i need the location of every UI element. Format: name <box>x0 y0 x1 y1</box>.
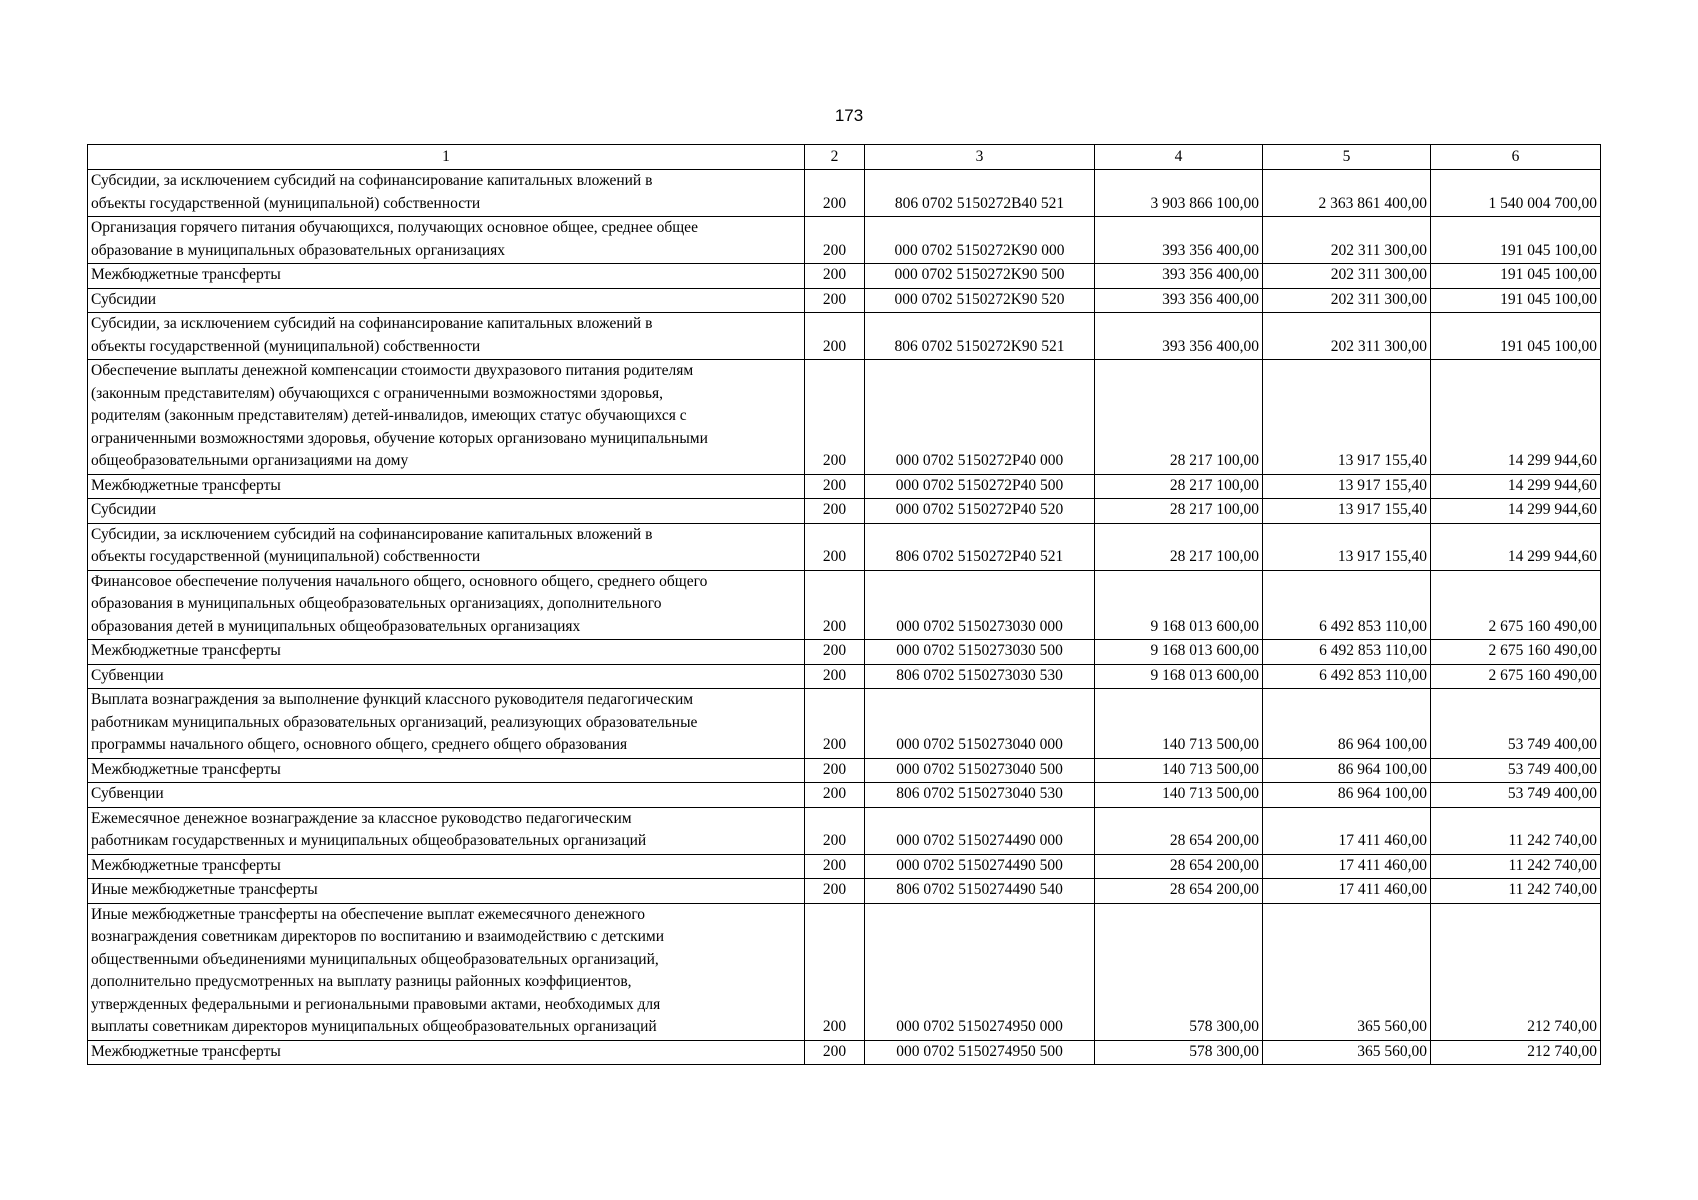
row-amount-col6: 53 749 400,00 <box>1431 689 1601 759</box>
row-sub-code: 200 <box>805 570 865 640</box>
row-amount-col5: 202 311 300,00 <box>1263 313 1431 360</box>
row-amount-col4: 578 300,00 <box>1095 1040 1263 1065</box>
row-amount-col5: 2 363 861 400,00 <box>1263 170 1431 217</box>
row-name: Субвенции <box>88 664 805 689</box>
table-row <box>88 499 1601 524</box>
row-classification-code: 000 0702 5150272K90 500 <box>865 264 1095 289</box>
row-classification-code: 806 0702 5150273030 530 <box>865 664 1095 689</box>
row-name: Субсидии <box>88 499 805 524</box>
row-sub-code: 200 <box>805 313 865 360</box>
header-cell: 3 <box>865 145 1095 170</box>
row-classification-code: 000 0702 5150274490 000 <box>865 807 1095 854</box>
row-amount-col5: 202 311 300,00 <box>1263 217 1431 264</box>
row-amount-col6: 14 299 944,60 <box>1431 499 1601 524</box>
row-amount-col4: 28 217 100,00 <box>1095 360 1263 475</box>
row-name: Субсидии <box>88 288 805 313</box>
table-row <box>88 360 1601 475</box>
row-amount-col4: 140 713 500,00 <box>1095 758 1263 783</box>
row-amount-col6: 212 740,00 <box>1431 903 1601 1040</box>
row-amount-col6: 191 045 100,00 <box>1431 217 1601 264</box>
row-amount-col5: 17 411 460,00 <box>1263 854 1431 879</box>
row-amount-col6: 2 675 160 490,00 <box>1431 664 1601 689</box>
row-sub-code: 200 <box>805 288 865 313</box>
header-row <box>88 145 1601 170</box>
row-sub-code: 200 <box>805 783 865 808</box>
row-amount-col4: 140 713 500,00 <box>1095 689 1263 759</box>
budget-table <box>87 144 1601 1065</box>
row-classification-code: 000 0702 5150273030 500 <box>865 640 1095 665</box>
table-row <box>88 264 1601 289</box>
row-classification-code: 000 0702 5150273030 000 <box>865 570 1095 640</box>
row-amount-col6: 11 242 740,00 <box>1431 854 1601 879</box>
row-amount-col6: 212 740,00 <box>1431 1040 1601 1065</box>
row-sub-code: 200 <box>805 170 865 217</box>
row-classification-code: 000 0702 5150272K90 520 <box>865 288 1095 313</box>
row-classification-code: 806 0702 5150272B40 521 <box>865 170 1095 217</box>
row-amount-col4: 393 356 400,00 <box>1095 313 1263 360</box>
table-row <box>88 640 1601 665</box>
table-row <box>88 664 1601 689</box>
row-sub-code: 200 <box>805 664 865 689</box>
row-amount-col5: 13 917 155,40 <box>1263 474 1431 499</box>
row-sub-code: 200 <box>805 640 865 665</box>
row-sub-code: 200 <box>805 523 865 570</box>
row-sub-code: 200 <box>805 689 865 759</box>
row-amount-col6: 14 299 944,60 <box>1431 523 1601 570</box>
row-classification-code: 000 0702 5150272K90 000 <box>865 217 1095 264</box>
row-amount-col4: 9 168 013 600,00 <box>1095 664 1263 689</box>
table-row <box>88 903 1601 1040</box>
table-row <box>88 474 1601 499</box>
row-amount-col5: 6 492 853 110,00 <box>1263 640 1431 665</box>
row-amount-col5: 86 964 100,00 <box>1263 758 1431 783</box>
row-name: Межбюджетные трансферты <box>88 1040 805 1065</box>
table-row <box>88 783 1601 808</box>
row-amount-col5: 17 411 460,00 <box>1263 879 1431 904</box>
row-sub-code: 200 <box>805 217 865 264</box>
row-amount-col6: 191 045 100,00 <box>1431 313 1601 360</box>
table-row <box>88 313 1601 360</box>
header-cell: 1 <box>88 145 805 170</box>
row-amount-col5: 6 492 853 110,00 <box>1263 570 1431 640</box>
row-amount-col6: 191 045 100,00 <box>1431 264 1601 289</box>
row-sub-code: 200 <box>805 807 865 854</box>
row-amount-col4: 28 217 100,00 <box>1095 499 1263 524</box>
page-number: 173 <box>834 106 864 125</box>
row-classification-code: 000 0702 5150272P40 520 <box>865 499 1095 524</box>
row-amount-col4: 9 168 013 600,00 <box>1095 640 1263 665</box>
row-sub-code: 200 <box>805 499 865 524</box>
row-amount-col4: 9 168 013 600,00 <box>1095 570 1263 640</box>
table-row <box>88 170 1601 217</box>
row-sub-code: 200 <box>805 758 865 783</box>
row-name: Обеспечение выплаты денежной компенсации стоимости двухразового питания родителям (законным представителям) обучающихся с ограниченными возможностями здоровья, родителям (законным представителям) детей-инвалидов, имеющих статус обучающихся с ограниченными возможностями здоровья, обучение которых организовано муниципальными общеобразовательными организациями на дому <box>88 360 805 475</box>
row-name: Организация горячего питания обучающихся, получающих основное общее, среднее общее образование в муниципальных образовательных организациях <box>88 217 805 264</box>
row-classification-code: 000 0702 5150273040 000 <box>865 689 1095 759</box>
row-classification-code: 000 0702 5150273040 500 <box>865 758 1095 783</box>
row-amount-col5: 13 917 155,40 <box>1263 360 1431 475</box>
row-sub-code: 200 <box>805 854 865 879</box>
row-name: Субвенции <box>88 783 805 808</box>
row-name: Межбюджетные трансферты <box>88 474 805 499</box>
row-name: Межбюджетные трансферты <box>88 264 805 289</box>
row-amount-col6: 1 540 004 700,00 <box>1431 170 1601 217</box>
row-amount-col5: 365 560,00 <box>1263 903 1431 1040</box>
row-amount-col4: 3 903 866 100,00 <box>1095 170 1263 217</box>
table-row <box>88 689 1601 759</box>
row-name: Ежемесячное денежное вознаграждение за классное руководство педагогическим работникам государственных и муниципальных общеобразовательных организаций <box>88 807 805 854</box>
row-name: Субсидии, за исключением субсидий на софинансирование капитальных вложений в объекты государственной (муниципальной) собственности <box>88 523 805 570</box>
table-row <box>88 807 1601 854</box>
row-name: Субсидии, за исключением субсидий на софинансирование капитальных вложений в объекты государственной (муниципальной) собственности <box>88 170 805 217</box>
row-amount-col4: 393 356 400,00 <box>1095 288 1263 313</box>
row-amount-col5: 13 917 155,40 <box>1263 499 1431 524</box>
table-header <box>88 145 1601 170</box>
row-sub-code: 200 <box>805 879 865 904</box>
table-row <box>88 288 1601 313</box>
row-amount-col6: 11 242 740,00 <box>1431 807 1601 854</box>
header-cell: 2 <box>805 145 865 170</box>
table-body <box>88 170 1601 1065</box>
header-cell: 6 <box>1431 145 1601 170</box>
row-amount-col6: 11 242 740,00 <box>1431 879 1601 904</box>
row-amount-col6: 191 045 100,00 <box>1431 288 1601 313</box>
row-amount-col5: 17 411 460,00 <box>1263 807 1431 854</box>
row-amount-col4: 28 654 200,00 <box>1095 854 1263 879</box>
row-classification-code: 806 0702 5150272P40 521 <box>865 523 1095 570</box>
row-name: Выплата вознаграждения за выполнение функций классного руководителя педагогическим работникам муниципальных образовательных организаций, реализующих образовательные программы начального общего, основного общего, среднего общего образования <box>88 689 805 759</box>
table-row <box>88 1040 1601 1065</box>
row-amount-col4: 28 654 200,00 <box>1095 879 1263 904</box>
table-row <box>88 570 1601 640</box>
row-amount-col5: 6 492 853 110,00 <box>1263 664 1431 689</box>
row-amount-col5: 86 964 100,00 <box>1263 783 1431 808</box>
table-row <box>88 217 1601 264</box>
row-amount-col5: 13 917 155,40 <box>1263 523 1431 570</box>
row-amount-col4: 393 356 400,00 <box>1095 264 1263 289</box>
row-amount-col6: 2 675 160 490,00 <box>1431 570 1601 640</box>
row-amount-col4: 393 356 400,00 <box>1095 217 1263 264</box>
row-classification-code: 000 0702 5150272P40 000 <box>865 360 1095 475</box>
row-classification-code: 806 0702 5150274490 540 <box>865 879 1095 904</box>
row-name: Межбюджетные трансферты <box>88 758 805 783</box>
row-classification-code: 000 0702 5150274950 500 <box>865 1040 1095 1065</box>
table-row <box>88 854 1601 879</box>
row-amount-col5: 365 560,00 <box>1263 1040 1431 1065</box>
row-amount-col4: 28 217 100,00 <box>1095 474 1263 499</box>
row-classification-code: 000 0702 5150274950 000 <box>865 903 1095 1040</box>
row-classification-code: 806 0702 5150273040 530 <box>865 783 1095 808</box>
row-amount-col6: 14 299 944,60 <box>1431 360 1601 475</box>
row-name: Иные межбюджетные трансферты на обеспечение выплат ежемесячного денежного вознаграждения советникам директоров по воспитанию и взаимодействию с детскими общественными объединениями муниципальных общеобразовательных организаций, дополнительно предусмотренных на выплату разницы районных коэффициентов, утвержденных федеральными и региональными правовыми актами, необходимых для выплаты советникам директоров муниципальных общеобразовательных организаций <box>88 903 805 1040</box>
row-amount-col4: 578 300,00 <box>1095 903 1263 1040</box>
row-amount-col5: 202 311 300,00 <box>1263 264 1431 289</box>
row-sub-code: 200 <box>805 264 865 289</box>
row-amount-col6: 14 299 944,60 <box>1431 474 1601 499</box>
row-name: Межбюджетные трансферты <box>88 640 805 665</box>
row-sub-code: 200 <box>805 360 865 475</box>
row-amount-col5: 86 964 100,00 <box>1263 689 1431 759</box>
row-sub-code: 200 <box>805 1040 865 1065</box>
row-amount-col5: 202 311 300,00 <box>1263 288 1431 313</box>
row-name: Субсидии, за исключением субсидий на софинансирование капитальных вложений в объекты государственной (муниципальной) собственности <box>88 313 805 360</box>
row-amount-col4: 28 217 100,00 <box>1095 523 1263 570</box>
row-classification-code: 806 0702 5150272K90 521 <box>865 313 1095 360</box>
row-amount-col6: 2 675 160 490,00 <box>1431 640 1601 665</box>
row-name: Межбюджетные трансферты <box>88 854 805 879</box>
table-row <box>88 523 1601 570</box>
table-row <box>88 879 1601 904</box>
header-cell: 4 <box>1095 145 1263 170</box>
row-sub-code: 200 <box>805 474 865 499</box>
row-amount-col6: 53 749 400,00 <box>1431 758 1601 783</box>
table-row <box>88 758 1601 783</box>
row-sub-code: 200 <box>805 903 865 1040</box>
row-classification-code: 000 0702 5150272P40 500 <box>865 474 1095 499</box>
row-amount-col4: 28 654 200,00 <box>1095 807 1263 854</box>
row-amount-col6: 53 749 400,00 <box>1431 783 1601 808</box>
row-name: Финансовое обеспечение получения начального общего, основного общего, среднего общего образования в муниципальных общеобразовательных организациях, дополнительного образования детей в муниципальных общеобразовательных организациях <box>88 570 805 640</box>
row-amount-col4: 140 713 500,00 <box>1095 783 1263 808</box>
row-name: Иные межбюджетные трансферты <box>88 879 805 904</box>
row-classification-code: 000 0702 5150274490 500 <box>865 854 1095 879</box>
header-cell: 5 <box>1263 145 1431 170</box>
